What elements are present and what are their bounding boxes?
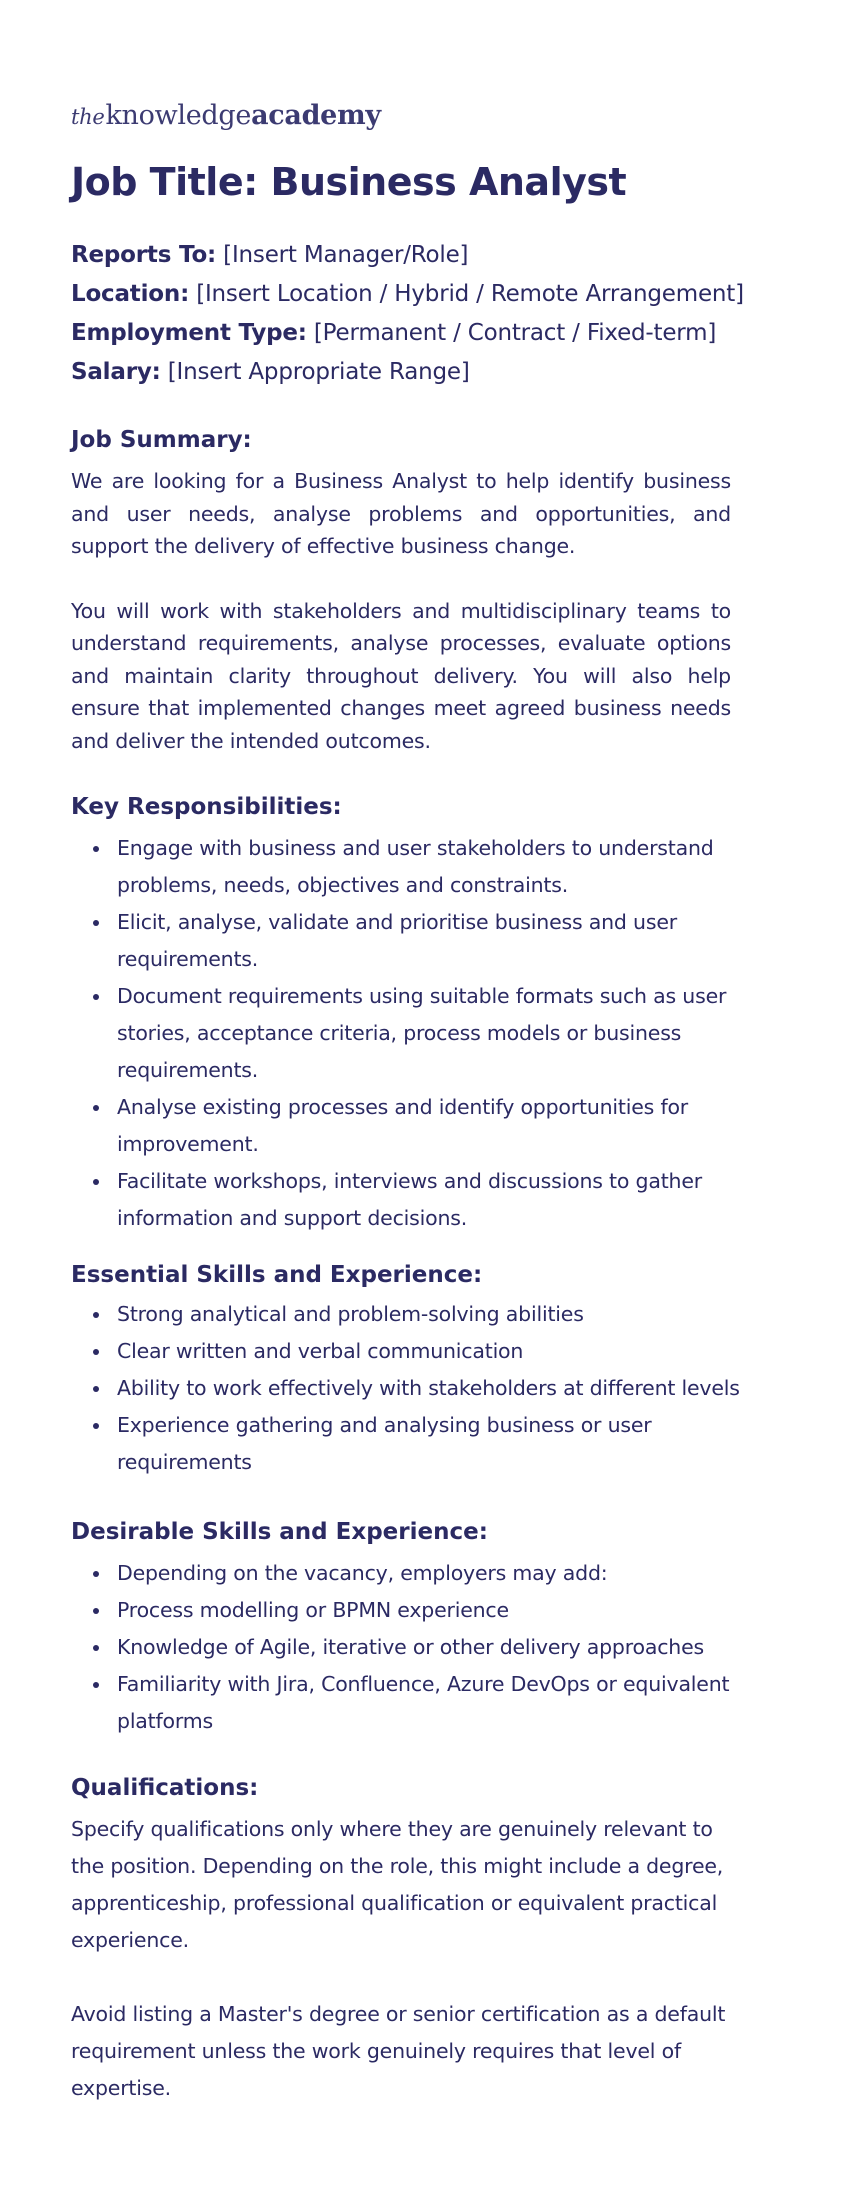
list-item: Ability to work effectively with stakeholders at different levels xyxy=(71,1370,781,1407)
list-item: Process modelling or BPMN experience xyxy=(71,1592,781,1629)
list-item: Elicit, analyse, validate and prioritise business and user requirements. xyxy=(71,904,771,978)
logo-the: the xyxy=(71,105,105,129)
list-item: Engage with business and user stakeholders to understand problems, needs, objectives and constraints. xyxy=(71,830,771,904)
essential-skills-section xyxy=(71,1260,811,1481)
responsibilities-section xyxy=(71,792,791,1237)
list-item: Knowledge of Agile, iterative or other delivery approaches xyxy=(71,1629,781,1666)
meta-location xyxy=(71,275,791,314)
job-meta xyxy=(71,236,791,392)
list-item: Depending on the vacancy, employers may add: xyxy=(71,1555,781,1592)
meta-label: Reports To: xyxy=(71,242,217,268)
logo-knowledge: knowledge xyxy=(105,100,252,131)
list-item: Familiarity with Jira, Confluence, Azure DevOps or equivalent platforms xyxy=(71,1666,781,1740)
section-heading: Qualifications: xyxy=(71,1775,259,1801)
desirable-skills-list xyxy=(71,1555,781,1740)
meta-label: Location: xyxy=(71,281,190,307)
responsibilities-list xyxy=(71,830,771,1237)
list-item: Experience gathering and analysing business or user requirements xyxy=(71,1407,781,1481)
meta-employment-type xyxy=(71,314,791,353)
meta-reports-to xyxy=(71,236,791,275)
summary-paragraph: You will work with stakeholders and multidisciplinary teams to understand requirements, analyse processes, evaluate options and maintain clarity throughout delivery. You will also help ensure that implemented changes meet agreed business needs and deliver the intended outcomes. xyxy=(71,598,731,753)
section-heading: Key Responsibilities: xyxy=(71,794,342,820)
list-item: Facilitate workshops, interviews and discussions to gather information and support decisions. xyxy=(71,1163,771,1237)
meta-label: Employment Type: xyxy=(71,320,307,346)
essential-skills-list xyxy=(71,1296,781,1481)
desirable-skills-section xyxy=(71,1517,811,1740)
qualifications-paragraph: Specify qualifications only where they are genuinely relevant to the position. Depending on the role, this might include a degree, apprenticeship, professional qualification or equivalent practical experience. xyxy=(71,1817,724,1952)
meta-value: [Insert Appropriate Range] xyxy=(167,359,470,385)
section-heading: Desirable Skills and Experience: xyxy=(71,1519,488,1545)
meta-salary xyxy=(71,353,791,392)
logo-academy: academy xyxy=(251,100,381,131)
section-heading: Job Summary: xyxy=(71,427,252,453)
qualifications-paragraph: Avoid listing a Master's degree or senior certification as a default requirement unless the work genuinely requires that level of expertise. xyxy=(71,2002,726,2100)
job-summary-section xyxy=(71,425,731,757)
job-title: Job Title: Business Analyst xyxy=(71,160,627,204)
list-item: Clear written and verbal communication xyxy=(71,1333,781,1370)
section-heading: Essential Skills and Experience: xyxy=(71,1262,483,1288)
brand-logo xyxy=(71,100,381,131)
qualifications-section xyxy=(71,1773,791,2107)
meta-value: [Insert Location / Hybrid / Remote Arrangement] xyxy=(196,281,744,307)
list-item: Strong analytical and problem-solving abilities xyxy=(71,1296,781,1333)
meta-label: Salary: xyxy=(71,359,161,385)
summary-paragraph: We are looking for a Business Analyst to help identify business and user needs, analyse problems and opportunities, and support the delivery of effective business change. xyxy=(71,469,731,558)
meta-value: [Insert Manager/Role] xyxy=(223,242,469,268)
list-item: Document requirements using suitable formats such as user stories, acceptance criteria, process models or business requirements. xyxy=(71,978,771,1089)
meta-value: [Permanent / Contract / Fixed-term] xyxy=(313,320,717,346)
list-item: Analyse existing processes and identify opportunities for improvement. xyxy=(71,1089,771,1163)
